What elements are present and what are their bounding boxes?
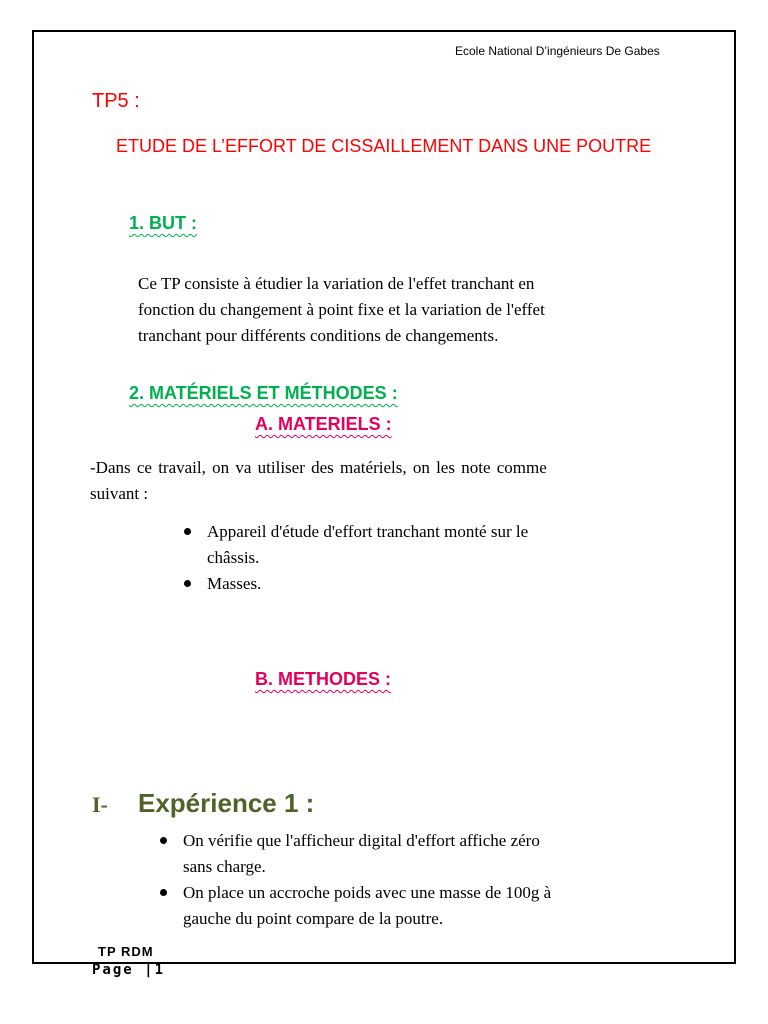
- intro-line-2: suivant :: [90, 484, 149, 503]
- list-item-line: On place un accroche poids avec une masse de 100g à: [183, 883, 552, 902]
- but-line: fonction du changement à point fixe et la variation de l'effet: [138, 300, 545, 319]
- document-title: ETUDE DE L’EFFORT DE CISSAILLEMENT DANS UNE POUTRE: [116, 136, 652, 156]
- list-item: [183, 828, 551, 880]
- materials-list: [207, 519, 528, 597]
- list-item: [207, 519, 528, 571]
- bullet-icon: [160, 889, 167, 896]
- experience-steps: [183, 828, 551, 932]
- section-heading-but: [129, 213, 197, 234]
- bullet-icon: [160, 837, 167, 844]
- list-item-line: gauche du point compare de la poutre.: [183, 909, 444, 928]
- section-heading-but-text: 1. BUT :: [129, 213, 198, 233]
- subheading-methodes-text: B. METHODES :: [255, 669, 392, 689]
- but-line: Ce TP consiste à étudier la variation de l'effet tranchant en: [138, 274, 535, 293]
- list-item: [207, 571, 528, 597]
- bullet-icon: [184, 580, 191, 587]
- subheading-methodes: [255, 669, 391, 690]
- but-paragraph: [138, 271, 545, 349]
- experience-number: I-: [92, 792, 108, 817]
- header-school: Ecole National D’ingénieurs De Gabes: [455, 44, 660, 58]
- intro-line-1: -Dans ce travail, on va utiliser des matériels, on les note comme: [90, 458, 547, 477]
- bullet-icon: [184, 528, 191, 535]
- list-item-line: On vérifie que l'afficheur digital d'effort affiche zéro: [183, 831, 540, 850]
- but-line: tranchant pour différents conditions de changements.: [138, 326, 499, 345]
- list-item-line: châssis.: [207, 548, 260, 567]
- footer-course: TP RDM: [98, 944, 154, 959]
- experience-title: Expérience 1 :: [138, 788, 315, 818]
- section-heading-mm-text: 2. MATÉRIELS ET MÉTHODES :: [129, 383, 398, 403]
- intro-line-justified: [90, 455, 676, 481]
- subheading-materiels: [255, 414, 392, 435]
- subheading-materiels-text: A. MATERIELS :: [255, 414, 392, 434]
- list-item: [183, 880, 551, 932]
- tp-label: TP5 :: [92, 90, 140, 112]
- list-item-line: Masses.: [207, 574, 262, 593]
- list-item-line: Appareil d'étude d'effort tranchant monté sur le: [207, 522, 529, 541]
- section-heading-materiels-methodes: [129, 383, 398, 404]
- list-item-line: sans charge.: [183, 857, 266, 876]
- materiels-intro: [90, 455, 676, 507]
- footer-page-number: Page |1: [92, 962, 166, 978]
